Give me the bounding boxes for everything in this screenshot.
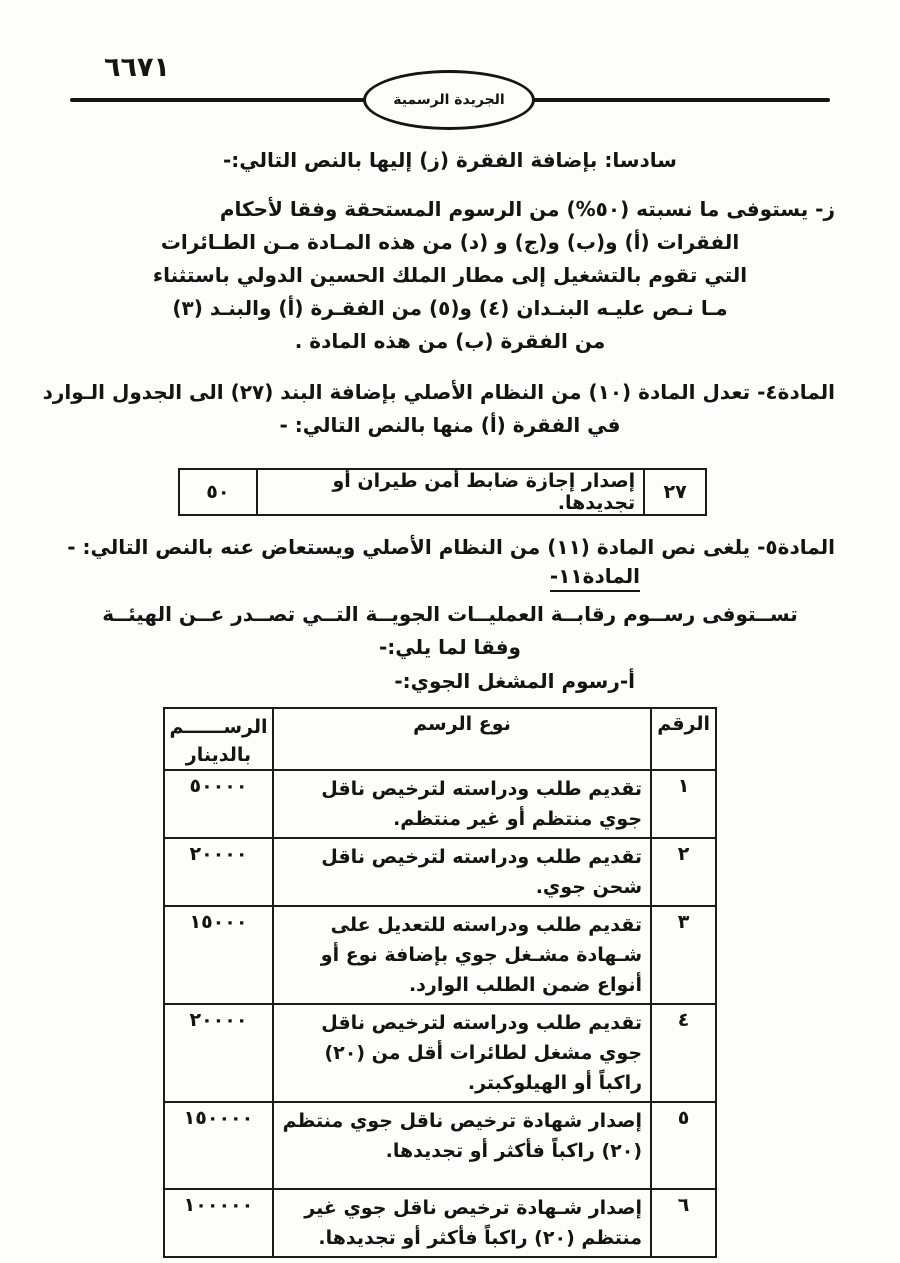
article11-body-line-1: تســتوفى رســوم رقابــة العمليــات الجويــة التــي تصــدر عــن الهيئــة <box>102 602 798 626</box>
fees-row-5 <box>164 1102 716 1189</box>
article4-line-1: المادة٤- تعدل المادة (١٠) من النظام الأصلي بإضافة البند (٢٧) الى الجدول الـوارد <box>42 380 835 404</box>
fees-header-number: الرقم <box>651 708 716 770</box>
fees-row-1 <box>164 770 716 838</box>
article5-line: المادة٥- يلغى نص المادة (١١) من النظام الأصلي ويستعاض عنه بالنص التالي: - <box>67 535 835 559</box>
fees-header-fee-line-1: الرســــــم <box>169 716 268 738</box>
article11-title-row <box>65 564 835 592</box>
item27-fee-cell: ٥٠ <box>179 469 257 515</box>
fees-header-type: نوع الرسم <box>273 708 651 770</box>
article11-body-line-2: وفقا لما يلي:- <box>379 635 521 659</box>
fees-table <box>163 707 717 1258</box>
item27-table <box>178 468 707 516</box>
item27-type-cell: إصدار إجازة ضابط أمن طيران أو تجديدها. <box>257 469 644 515</box>
fees-row-4-type: تقديم طلب ودراسته لترخيص ناقل جوي مشغل لطائرات أقل من (٢٠) راكباً أو الهيلوكبتر. <box>273 1004 651 1102</box>
fees-row-2-fee: ٢٠٠٠٠ <box>164 838 273 906</box>
item27-number-cell: ٢٧ <box>644 469 706 515</box>
clause-z-line-3: التي تقوم بالتشغيل إلى مطار الملك الحسين الدولي باستثناء <box>152 263 748 287</box>
fees-table-header-row <box>164 708 716 770</box>
sub-a-heading-row <box>65 665 835 698</box>
clause-z-line-1: ز- يستوفى ما نسبته (٥٠%) من الرسوم المستحقة وفقا لأحكام <box>219 197 835 221</box>
page-header <box>0 0 900 132</box>
fees-header-fee-line-2: بالدينار <box>185 744 252 766</box>
fees-row-3-type: تقديم طلب ودراسته للتعديل على شـهادة مشـغل جوي بإضافة نوع أو أنواع ضمن الطلب الوارد. <box>273 906 651 1004</box>
fees-row-6-number: ٦ <box>651 1189 716 1257</box>
clause-z-line-2: الفقرات (أ) و(ب) و(ج) و (د) من هذه المـادة مـن الطـائرات <box>160 230 740 254</box>
fees-row-1-number: ١ <box>651 770 716 838</box>
fees-row-2-number: ٢ <box>651 838 716 906</box>
fees-row-6-type: إصدار شـهادة ترخيص ناقل جوي غير منتظم (٢٠) راكباً فأكثر أو تجديدها. <box>273 1189 651 1257</box>
fees-row-4 <box>164 1004 716 1102</box>
clause-z-paragraph <box>65 193 835 358</box>
fees-row-5-type: إصدار شهادة ترخيص ناقل جوي منتظم (٢٠) راكباً فأكثر أو تجديدها. <box>273 1102 651 1189</box>
gazette-badge <box>363 70 535 130</box>
article4-line-2: في الفقرة (أ) منها بالنص التالي: - <box>279 413 621 437</box>
fees-row-4-fee: ٢٠٠٠٠ <box>164 1004 273 1102</box>
section-sixth-heading: سادسا: بإضافة الفقرة (ز) إليها بالنص التالي:- <box>223 148 677 172</box>
page-number: ٦٦٧١ <box>104 52 170 83</box>
fees-row-2 <box>164 838 716 906</box>
fees-row-3 <box>164 906 716 1004</box>
fees-row-1-fee: ٥٠٠٠٠ <box>164 770 273 838</box>
article4-paragraph <box>42 376 835 442</box>
fees-row-5-fee: ١٥٠٠٠٠ <box>164 1102 273 1189</box>
sub-a-heading: أ-رسوم المشغل الجوي:- <box>394 669 635 693</box>
document-body <box>0 144 900 1258</box>
fees-row-1-type: تقديم طلب ودراسته لترخيص ناقل جوي منتظم أو غير منتظم. <box>273 770 651 838</box>
clause-z-line-4: مـا نـص عليـه البنـدان (٤) و(٥) من الفقـرة (أ) والبنـد (٣) <box>172 296 728 320</box>
article11-title: المادة١١- <box>550 564 640 592</box>
fees-row-3-fee: ١٥٠٠٠ <box>164 906 273 1004</box>
fees-row-5-number: ٥ <box>651 1102 716 1189</box>
item27-row <box>179 469 706 515</box>
fees-row-3-number: ٣ <box>651 906 716 1004</box>
fees-row-6 <box>164 1189 716 1257</box>
fees-row-6-fee: ١٠٠٠٠٠ <box>164 1189 273 1257</box>
clause-z-line-5: من الفقرة (ب) من هذه المادة . <box>294 329 606 353</box>
fees-row-4-number: ٤ <box>651 1004 716 1102</box>
gazette-badge-label: الجريدة الرسمية <box>393 92 505 108</box>
fees-header-fee <box>164 708 273 770</box>
fees-row-2-type: تقديم طلب ودراسته لترخيص ناقل شحن جوي. <box>273 838 651 906</box>
